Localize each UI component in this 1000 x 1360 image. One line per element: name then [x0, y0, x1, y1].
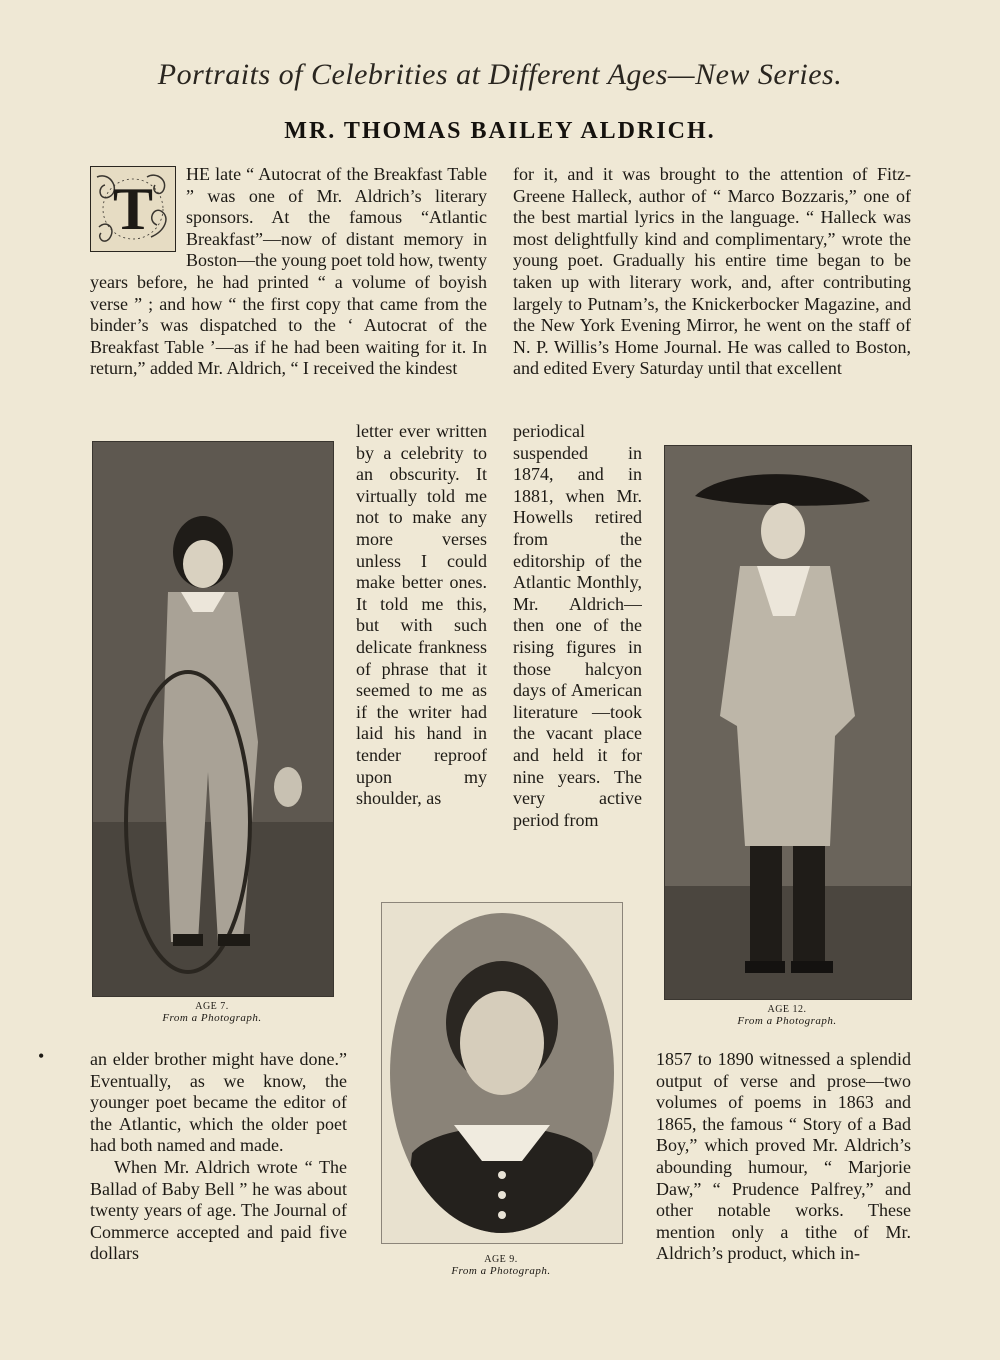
dropcap-letter: T [112, 176, 154, 242]
ornamental-dropcap [90, 166, 176, 252]
left-narrow-text: letter ever written by a celebrity to an obscurity. It virtually told me not to make any more verses unless I could make better ones. It told me this, but with such delicate frankness of phrase that it seemed to me as if the writer had laid his hand in tender reproof upon my shoulder, as [356, 421, 487, 809]
right-narrow-text: periodical suspended in 1874, and in 1881, when Mr. Howells retired from the editorship of the Atlantic Monthly, Mr. Aldrich—then one of the rising figures in those halcyon days of American literature —took the vacant place and held it for nine years. The very active period from [513, 421, 642, 830]
caption-source: From a Photograph. [162, 1012, 262, 1024]
left-bottom-text-2: When Mr. Aldrich wrote “ The Ballad of Baby Bell ” he was about twenty years of age. The Journal of Commerce accepted and paid five dollars [90, 1156, 347, 1264]
photo-age-9 [381, 902, 623, 1244]
boy-in-tricorn-costume-photo [665, 446, 911, 999]
right-column-bottom [656, 1049, 911, 1289]
left-bottom-text-1: an elder brother might have done.” Eventually, as we know, the younger poet became the editor of the Atlantic, which the older poet had both named and made. [90, 1049, 347, 1156]
photo-age-12 [664, 445, 912, 1000]
boy-with-hoop-photo [93, 442, 333, 996]
left-column-top [90, 164, 487, 422]
right-column-top [513, 164, 911, 422]
photo-age-7 [92, 441, 334, 997]
caption-age-7 [92, 1001, 332, 1024]
left-column-narrow [356, 421, 487, 869]
caption-age-12 [664, 1004, 910, 1027]
caption-age-label: AGE 7. [195, 1001, 229, 1012]
caption-source: From a Photograph. [451, 1265, 551, 1277]
caption-age-label: AGE 12. [767, 1004, 807, 1015]
article-title: MR. THOMAS BAILEY ALDRICH. [284, 118, 716, 144]
series-title: Portraits of Celebrities at Different Ages—New Series. [157, 58, 843, 91]
boy-oval-portrait-photo [382, 903, 622, 1243]
caption-age-9 [381, 1254, 621, 1277]
right-bottom-text: 1857 to 1890 witnessed a splendid output of verse and prose—two volumes of poems in 1863 and 1865, the famous “ Story of a Bad Boy,” which proved Mr. Aldrich’s abounding humour, “ Marjorie Daw,” “ Prudence Palfrey,” and other notable works. These mention only a tithe of Mr. Aldrich’s product, which in- [656, 1049, 911, 1264]
caption-age-label: AGE 9. [484, 1254, 518, 1265]
left-top-text: HE late “ Autocrat of the Breakfast Table ” was one of Mr. Aldrich’s literary sponsors. At the famous “Atlantic Breakfast”—now of distant memory in Boston—the young poet told how, twenty years before, he had printed “ a volume of boyish verse ” ; and how “ the first copy that came from the binder’s was dispatched to the ‘ Autocrat of the Breakfast Table ’—as if he had been waiting for it. In return,” added Mr. Aldrich, “ I received the kindest [90, 164, 487, 379]
right-top-text: for it, and it was brought to the attention of Fitz-Greene Halleck, author of “ Marco Bozzaris,” one of the best martial lyrics in the language. “ Halleck was most delightfully kind and complimentary,” wrote the young poet. Gradually his entire time began to be taken up with literary work, and, after contributing largely to Putnam’s, the Knickerbocker Magazine, and the New York Evening Mirror, he went on the staff of N. P. Willis’s Home Journal. He was called to Boston, and edited Every Saturday until that excellent [513, 164, 911, 379]
caption-source: From a Photograph. [737, 1015, 837, 1027]
margin-dot: • [38, 1046, 45, 1066]
left-column-bottom [90, 1049, 347, 1289]
right-column-narrow [513, 421, 642, 869]
